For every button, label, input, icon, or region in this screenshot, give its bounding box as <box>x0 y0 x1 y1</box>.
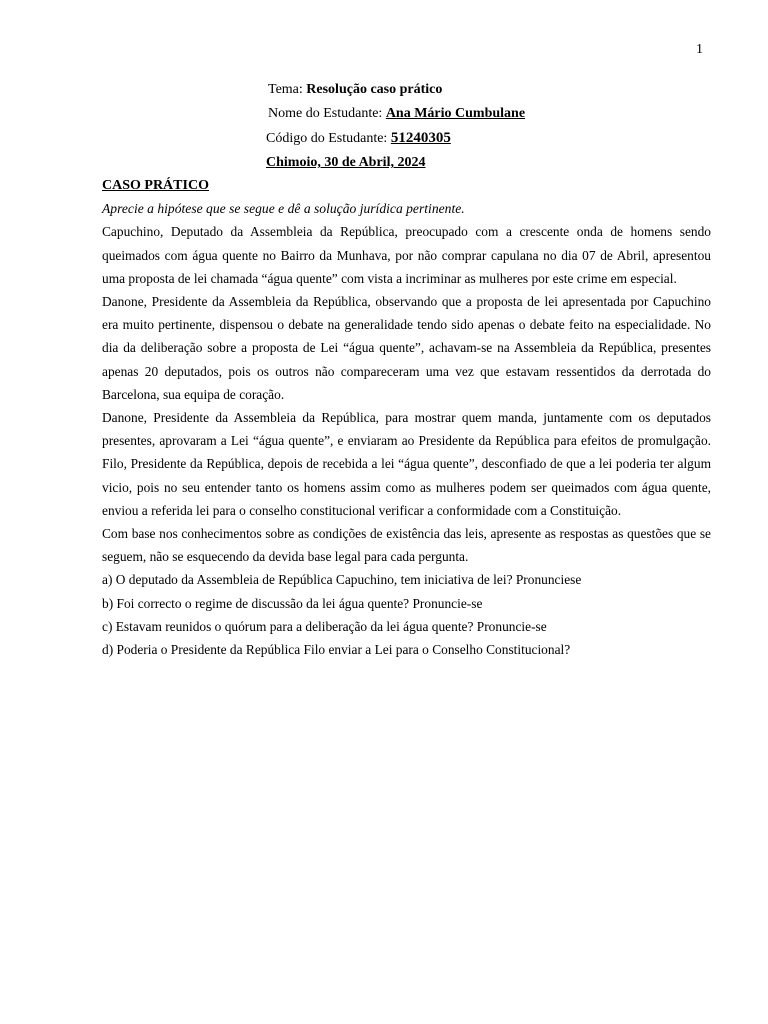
student-code-label: Código do Estudante: <box>266 131 391 146</box>
student-code-line <box>266 126 525 151</box>
paragraph: Capuchino, Deputado da Assembleia da República, preocupado com a crescente onda de homens sendo queimados com água quente no Bairro da Munhava, por não comprar capulana no dia 07 de Abril, apresentou uma proposta de lei chamada “água quente” com vista a incriminar as mulheres por este crime em especial. <box>102 224 711 286</box>
document-body <box>102 174 711 661</box>
paragraph: Com base nos conhecimentos sobre as condições de existência das leis, apresente as respostas as questões que se seguem, não se esquecendo da devida base legal para cada pergunta. <box>102 526 711 565</box>
page-number: 1 <box>696 42 703 57</box>
student-name-value: Ana Mário Cumbulane <box>385 106 526 121</box>
document-header <box>266 78 525 175</box>
tema-value: Resolução caso prático <box>306 82 443 97</box>
instruction-text: Aprecie a hipótese que se segue e dê a solução jurídica pertinente. <box>102 201 465 217</box>
place-date: Chimoio, 30 de Abril, 2024 <box>266 155 426 170</box>
tema-label: Tema: <box>268 82 307 97</box>
question-a: a) O deputado da Assembleia de República Capuchino, tem iniciativa de lei? Pronunciese <box>102 572 582 588</box>
date-line <box>266 151 525 175</box>
student-name-label: Nome do Estudante: <box>268 106 386 121</box>
paragraph: Danone, Presidente da Assembleia da República, observando que a proposta de lei apresentada por Capuchino era muito pertinente, dispensou o debate na generalidade tendo sido apenas o debate feito na especialidade. No dia da deliberação sobre a proposta de Lei “água quente”, achavam-se na Assembleia da República, presentes apenas 20 deputados, pois os outros não compareceram uma vez que estavam ressentidos da derrotada do Barcelona, sua equipa de coração. <box>102 294 711 402</box>
section-title: CASO PRÁTICO <box>102 178 209 193</box>
question-d: d) Poderia o Presidente da República Filo enviar a Lei para o Conselho Constitucional? <box>102 642 571 658</box>
student-code-value: 51240305 <box>390 130 451 146</box>
question-b: b) Foi correcto o regime de discussão da lei água quente? Pronuncie-se <box>102 595 483 611</box>
tema-line <box>266 78 525 102</box>
paragraph: Danone, Presidente da Assembleia da República, para mostrar quem manda, juntamente com os deputados presentes, aprovaram a Lei “água quente”, e enviaram ao Presidente da República para efeitos de promulgação. Filo, Presidente da República, depois de recebida a lei “água quente”, desconfiado de que a lei poderia ter algum vicio, pois no seu entender tanto os homens assim como as mulheres podem ser queimados com água quente, enviou a referida lei para o conselho constitucional verificar a conformidade com a Constituição. <box>102 410 711 518</box>
student-name-line <box>266 102 525 126</box>
question-c: c) Estavam reunidos o quórum para a deliberação da lei água quente? Pronuncie-se <box>102 618 547 634</box>
